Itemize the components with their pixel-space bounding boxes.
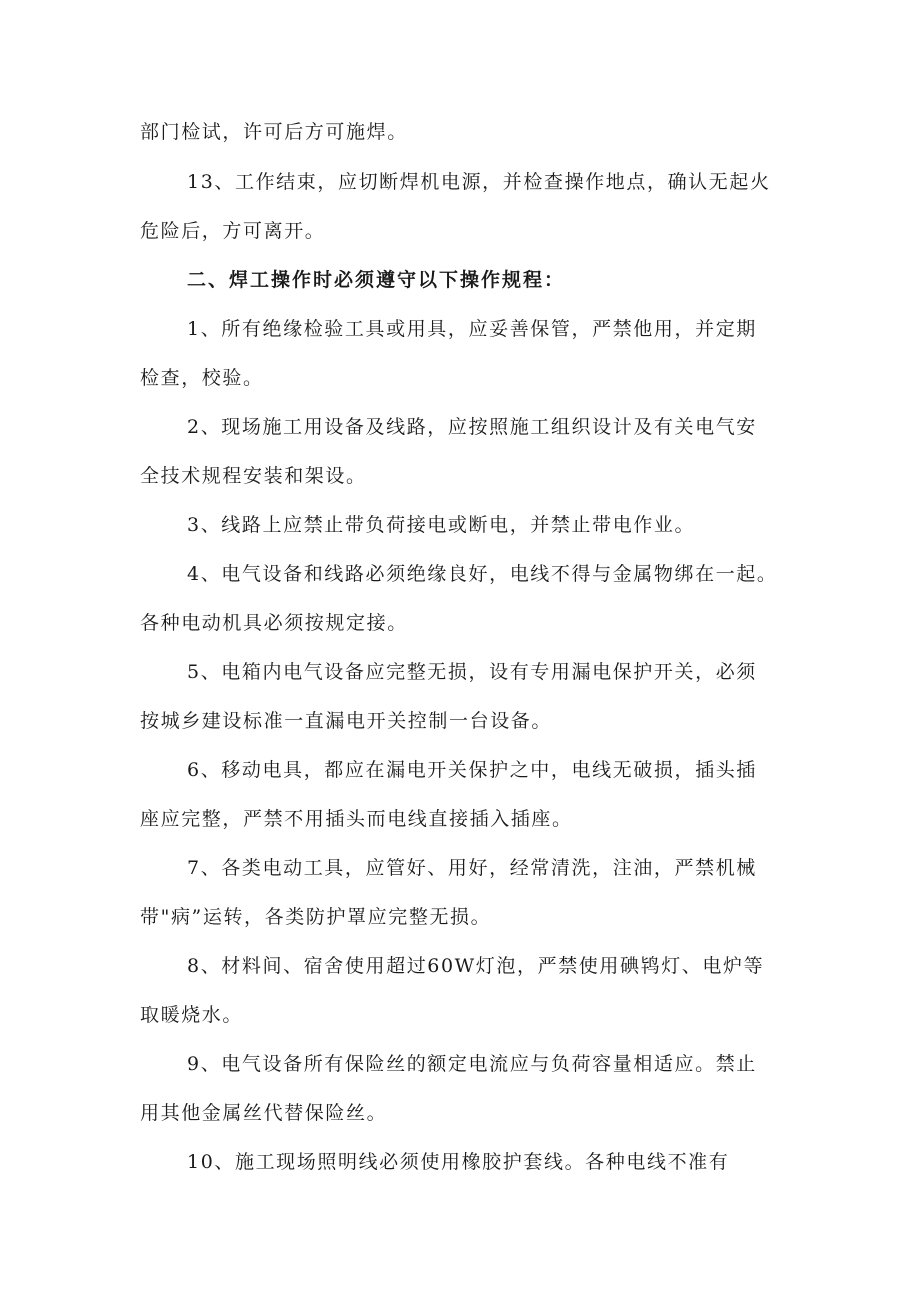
text-line-15: 座应完整，严禁不用插头而电线直接插入插座。 <box>140 808 573 830</box>
section-heading: 二、焊工操作时必须遵守以下操作规程： <box>187 269 566 291</box>
text-line-12: 5、电箱内电气设备应完整无损，设有专用漏电保护开关，必须 <box>187 661 757 683</box>
text-line-20: 9、电气设备所有保险丝的额定电流应与负荷容量相适应。禁止 <box>187 1053 757 1075</box>
text-line-21: 用其他金属丝代替保险丝。 <box>140 1102 388 1124</box>
text-line-7: 2、现场施工用设备及线路，应按照施工组织设计及有关电气安 <box>187 416 757 438</box>
text-line-19: 取暖烧水。 <box>140 1004 244 1026</box>
text-line-22: 10、施工现场照明线必须使用橡胶护套线。各种电线不准有 <box>187 1151 730 1173</box>
text-line-1: 部门检试，许可后方可施焊。 <box>140 121 408 143</box>
text-line-9: 3、线路上应禁止带负荷接电或断电，并禁止带电作业。 <box>187 514 696 536</box>
text-line-2: 13、工作结束，应切断焊机电源，并检查操作地点，确认无起火 <box>187 171 771 193</box>
text-line-3: 危险后，方可离开。 <box>140 220 326 242</box>
text-line-8: 全技术规程安装和架设。 <box>140 465 367 487</box>
text-line-11: 各种电动机具必须按规定接。 <box>140 612 408 634</box>
text-line-10: 4、电气设备和线路必须绝缘良好，电线不得与金属物绑在一起。 <box>187 563 778 585</box>
text-line-13: 按城乡建设标准一直漏电开关控制一台设备。 <box>140 710 553 732</box>
text-line-6: 检查，校验。 <box>140 367 264 389</box>
text-line-5: 1、所有绝缘检验工具或用具，应妥善保管，严禁他用，并定期 <box>187 318 757 340</box>
text-line-18: 8、材料间、宿舍使用超过60W灯泡，严禁使用碘鸨灯、电炉等 <box>187 955 765 977</box>
text-line-14: 6、移动电具，都应在漏电开关保护之中，电线无破损，插头插 <box>187 759 757 781</box>
text-line-17: 带"病”运转，各类防护罩应完整无损。 <box>140 906 492 928</box>
text-line-16: 7、各类电动工具，应管好、用好，经常清洗，注油，严禁机械 <box>187 857 757 879</box>
